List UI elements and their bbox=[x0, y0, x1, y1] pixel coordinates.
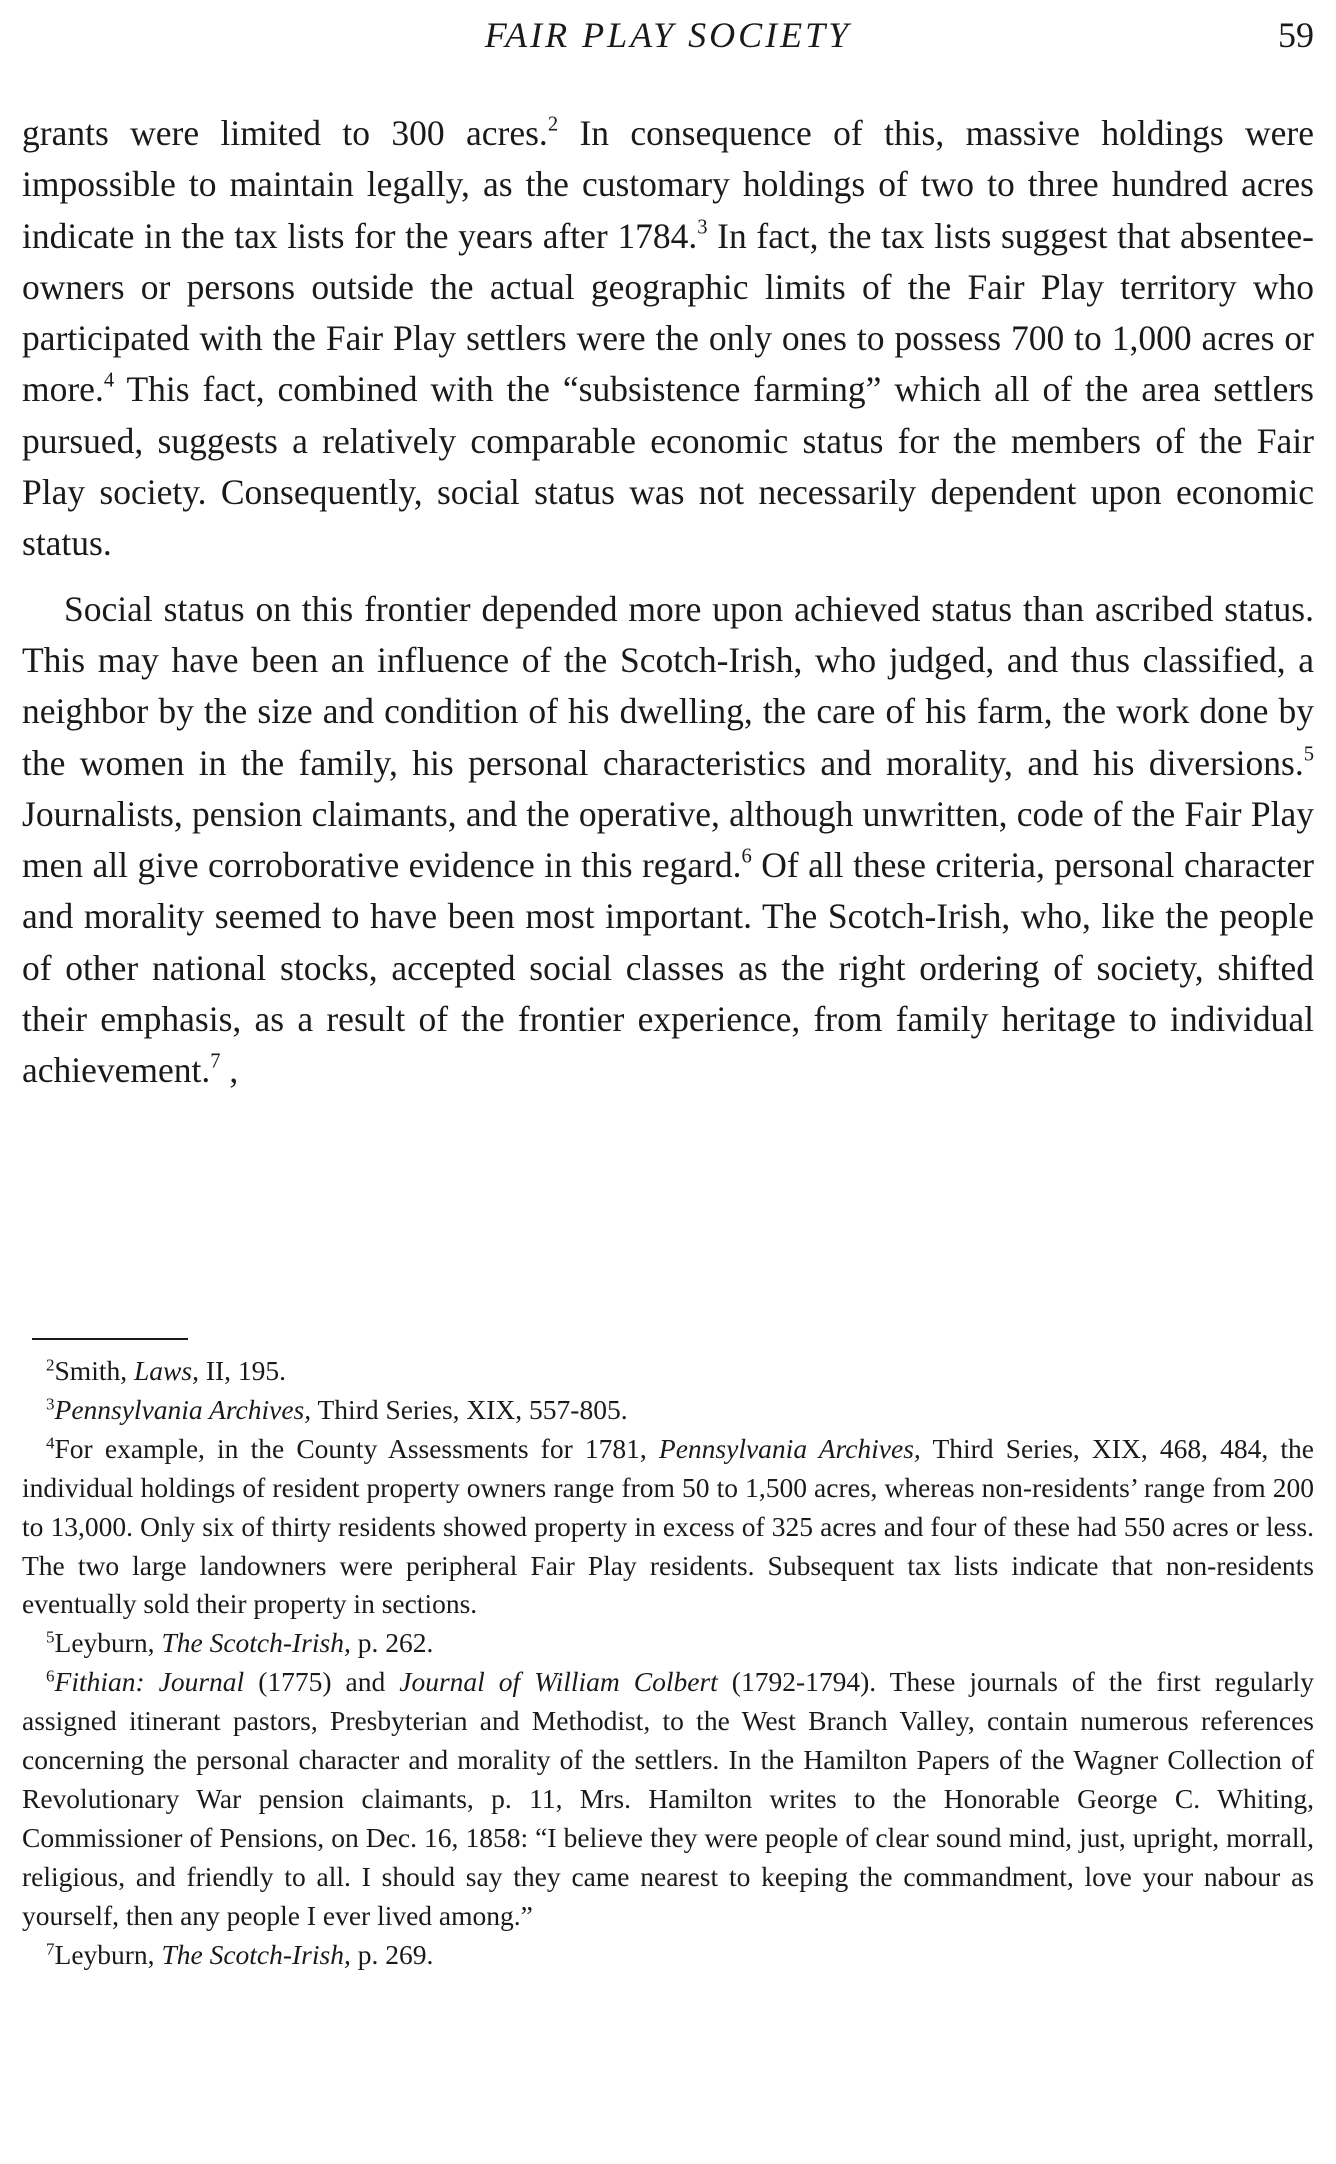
page-number: 59 bbox=[1278, 15, 1314, 55]
running-title: FAIR PLAY SOCIETY bbox=[484, 15, 852, 55]
paragraph bbox=[22, 584, 1314, 1097]
footnote-text: Third Series, XIX, 557-805. bbox=[311, 1393, 628, 1425]
book-page bbox=[22, 0, 1314, 2164]
footnote-text: For example, in the County Assessments for 1781, bbox=[54, 1432, 659, 1464]
citation-title: Pennsylvania Archives, bbox=[54, 1393, 312, 1425]
footnote bbox=[22, 1391, 1314, 1430]
footnote-text: (1775) and bbox=[244, 1666, 400, 1698]
footnote bbox=[22, 1624, 1314, 1663]
footnote bbox=[22, 1936, 1314, 1975]
citation-title: The Scotch-Irish, bbox=[161, 1627, 351, 1659]
footnote-text: Leyburn, bbox=[54, 1938, 162, 1970]
footnote-text: Leyburn, bbox=[54, 1627, 162, 1659]
footnote-text: (1792-1794). These journals of the first regularly assigned itinerant pastors, Presbyterian and Methodist, to the West Branch Valley, contain numerous references concerning the personal character and morality of the settlers. In the Hamilton Papers of the Wagner Collection of Revolutionary War pension claimants, p. 11, Mrs. Hamilton writes to the Honorable George C. Whiting, Commissioner of Pensions, on Dec. 16, 1858: “I believe they were people of clear sound mind, just, upright, morrall, religious, and friendly to all. I should say they came nearest to keeping the commandment, love your nabour as yourself, then any people I ever lived among.” bbox=[22, 1666, 1314, 1931]
footnote-divider bbox=[32, 1338, 188, 1340]
paragraph bbox=[22, 108, 1314, 570]
text-run: Of all these criteria, personal character and morality seemed to have been most important. The Scotch-Irish, who, like the people of other national stocks, accepted social classes as the right ordering of society, shifted their emphasis, as a result of the frontier experience, from family heritage to individual achievement. bbox=[22, 845, 1314, 1091]
footnote bbox=[22, 1430, 1314, 1625]
text-run: grants were limited to 300 acres. bbox=[22, 113, 548, 153]
footnote-text: Smith, bbox=[54, 1355, 134, 1386]
footnote-text: Third Series, XIX, 468, 484, the individual holdings of resident property owners range from 50 to 1,500 acres, whereas non-residents’ range from 200 to 13,000. Only six of thirty residents showed property in excess of 325 acres and four of these had 550 acres or less. The two large landowners were peripheral Fair Play residents. Subsequent tax lists indicate that non-residents eventually sold their property in sections. bbox=[22, 1432, 1314, 1620]
footnote-number: 4 bbox=[46, 1433, 55, 1453]
footnote-text: p. 269. bbox=[350, 1938, 434, 1970]
footnote-ref: 6 bbox=[741, 845, 752, 868]
footnote-text: p. 262. bbox=[350, 1627, 434, 1659]
body-text bbox=[22, 108, 1314, 1097]
footnote-ref: 5 bbox=[1303, 743, 1314, 766]
citation-title: The Scotch-Irish, bbox=[161, 1938, 351, 1970]
footnotes bbox=[22, 1352, 1314, 1975]
footnote-ref: 4 bbox=[103, 370, 115, 393]
footnote-ref: 3 bbox=[697, 216, 708, 239]
footnote-text: II, 195. bbox=[198, 1355, 287, 1386]
text-run: In consequence of this, massive holdings were impossible to maintain legally, as the customary holdings of two to three hundred acres indicate in the tax lists for the years after 1784. bbox=[22, 113, 1314, 256]
footnote-ref: 2 bbox=[547, 113, 559, 136]
footnote-number: 2 bbox=[46, 1355, 55, 1375]
footnote-number: 5 bbox=[46, 1627, 55, 1647]
footnote bbox=[22, 1663, 1314, 1935]
text-run: , bbox=[220, 1050, 239, 1091]
citation-title: Journal of William Colbert bbox=[399, 1666, 718, 1698]
footnote bbox=[22, 1352, 1314, 1391]
footnote-ref: 7 bbox=[210, 1050, 221, 1073]
text-run: In fact, the tax lists suggest that absentee-owners or persons outside the actual geographic limits of the Fair Play territory who participated with the Fair Play settlers were the only ones to possess 700 to 1,000 acres or more. bbox=[22, 215, 1314, 410]
page-header bbox=[22, 14, 1314, 64]
citation-title: Laws, bbox=[133, 1355, 199, 1386]
text-run: Social status on this frontier depended more upon achieved status than ascribed status. This may have been an influence of the Scotch-Irish, who judged, and thus classified, a neighbor by the size and condition of his dwelling, the care of his farm, the work done by the women in the family, his personal characteristics and morality, and his diversions. bbox=[22, 588, 1314, 783]
text-run: Journalists, pension claimants, and the operative, although unwritten, code of the Fair Play men all give corroborative evidence in this regard. bbox=[22, 793, 1314, 886]
footnote-number: 6 bbox=[46, 1666, 55, 1686]
text-run: This fact, combined with the “subsistence farming” which all of the area settlers pursued, suggests a relatively comparable economic status for the members of the Fair Play society. Consequently, social status was not necessarily dependent upon economic status. bbox=[22, 369, 1314, 564]
footnote-number: 7 bbox=[46, 1939, 55, 1959]
citation-title: Pennsylvania Archives, bbox=[658, 1432, 921, 1464]
citation-title: Fithian: Journal bbox=[54, 1666, 245, 1698]
footnote-number: 3 bbox=[46, 1394, 55, 1414]
